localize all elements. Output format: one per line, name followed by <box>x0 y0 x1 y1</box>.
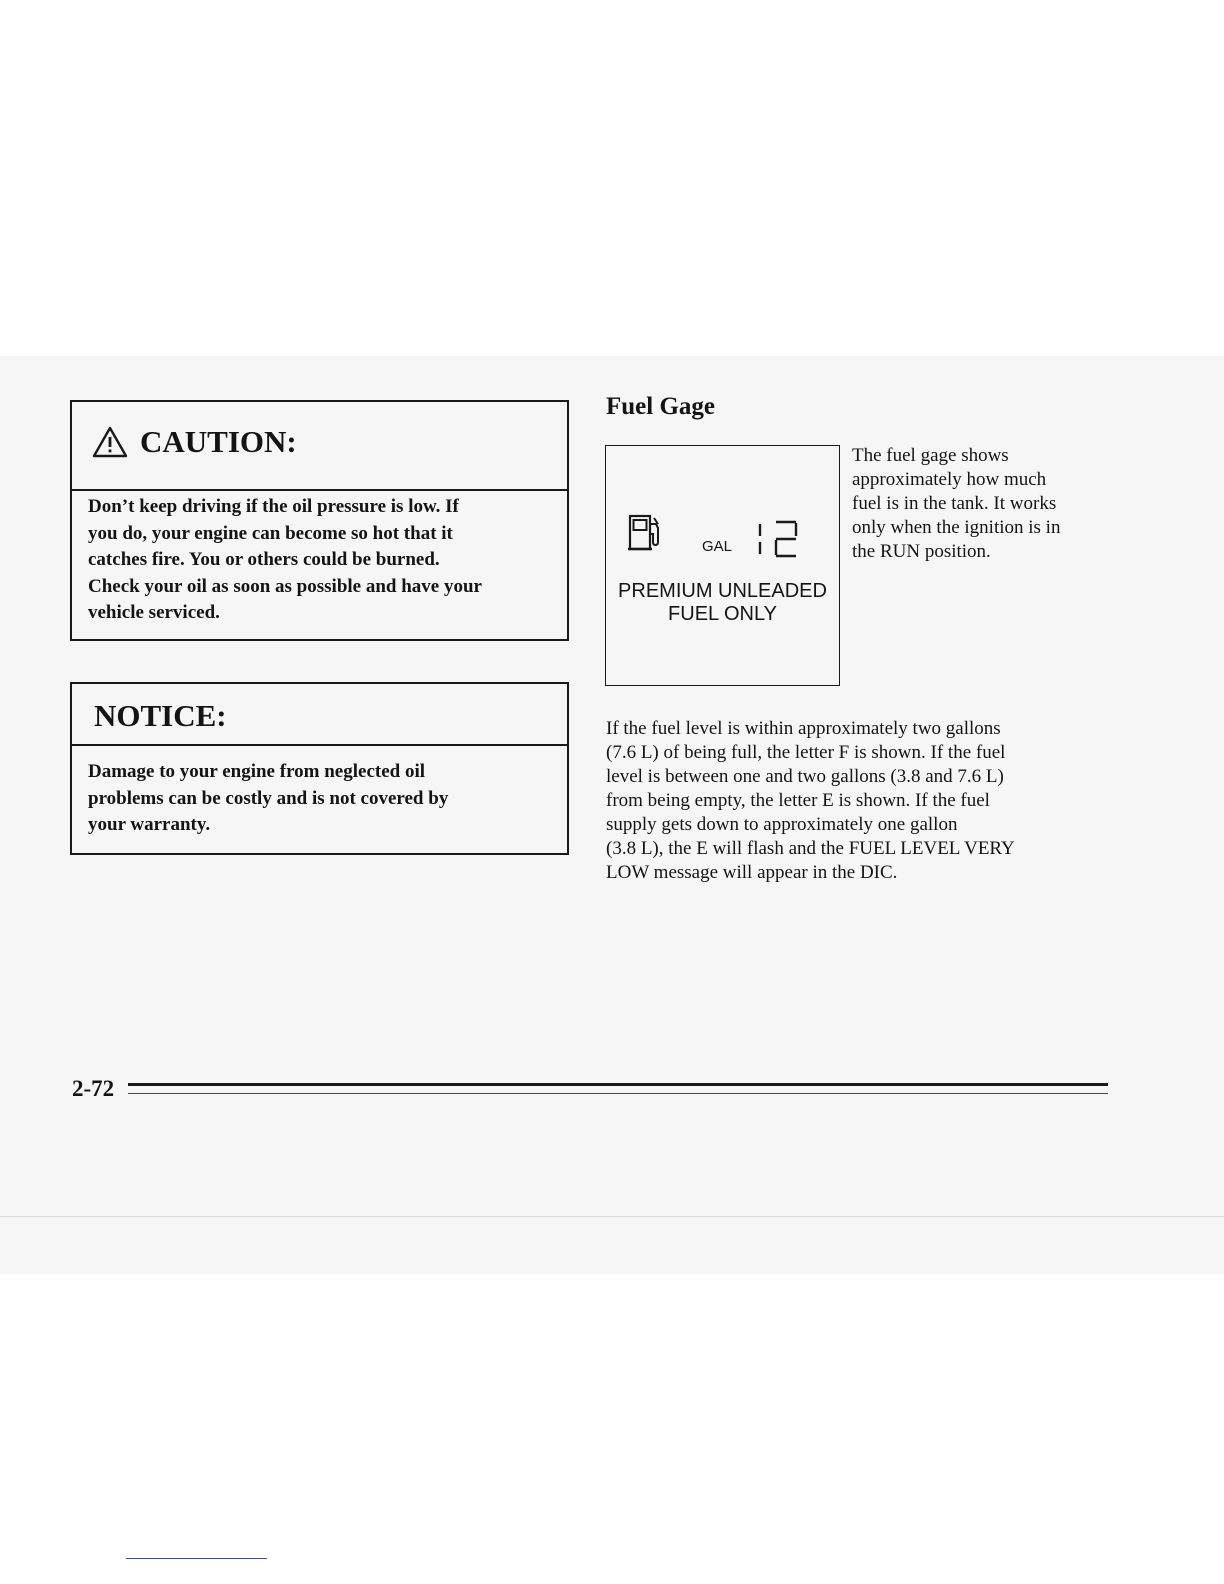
body-text-line: (3.8 L), the E will flash and the FUEL LEVEL VERY <box>606 838 1015 859</box>
gal-unit-label: GAL <box>702 538 733 555</box>
body-text-line: supply gets down to approximately one gallon <box>606 814 958 835</box>
sheet-edge-line <box>0 1216 1224 1217</box>
side-text-line: The fuel gage shows <box>852 445 1009 466</box>
fuel-type-line: FUEL ONLY <box>668 603 777 625</box>
fuel-gage-illustration <box>605 445 840 686</box>
page-number: 2-72 <box>72 1076 115 1101</box>
side-text-line: the RUN position. <box>852 541 991 562</box>
side-text-line: approximately how much <box>852 469 1047 490</box>
body-text-line: LOW message will appear in the DIC. <box>606 862 898 883</box>
fuel-pump-icon <box>628 512 662 552</box>
fuel-gage-body-text <box>606 717 1096 885</box>
section-title: Fuel Gage <box>606 393 716 420</box>
caution-box <box>70 400 569 641</box>
footer-rule <box>128 1083 1108 1086</box>
fuel-type-line: PREMIUM UNLEADED <box>618 580 827 602</box>
caution-title: CAUTION: <box>140 424 297 459</box>
body-text-line: (7.6 L) of being full, the letter F is shown. If the fuel <box>606 742 1006 763</box>
notice-header <box>72 684 567 746</box>
link-underline <box>126 1558 267 1559</box>
footer-rule-thin <box>128 1093 1108 1094</box>
warning-triangle-icon <box>92 426 128 458</box>
side-text-line: fuel is in the tank. It works <box>852 493 1057 514</box>
body-text-line: If the fuel level is within approximately two gallons <box>606 718 1001 739</box>
fuel-gage-side-text <box>852 444 1102 564</box>
fuel-reading-value: 12 <box>756 520 757 521</box>
fuel-reading-display <box>756 520 802 558</box>
caution-line: catches fire. You or others could be burned. <box>88 549 440 570</box>
caution-header <box>72 402 567 491</box>
caution-text <box>88 494 553 627</box>
caution-line: Don’t keep driving if the oil pressure is low. If <box>88 496 459 517</box>
notice-line: your warranty. <box>88 814 211 835</box>
fuel-type-label <box>606 580 839 626</box>
notice-line: problems can be costly and is not covered by <box>88 787 449 809</box>
caution-heading <box>92 424 297 460</box>
caution-line: Check your oil as soon as possible and have your <box>88 575 482 597</box>
notice-text <box>88 759 553 839</box>
notice-title: NOTICE: <box>94 698 227 733</box>
notice-line: Damage to your engine from neglected oil <box>88 761 426 782</box>
body-text-line: level is between one and two gallons (3.8 and 7.6 L) <box>606 766 1004 787</box>
notice-box <box>70 682 569 855</box>
caution-line: you do, your engine can become so hot that it <box>88 522 453 544</box>
body-text-line: from being empty, the letter E is shown. If the fuel <box>606 790 990 811</box>
side-text-line: only when the ignition is in <box>852 517 1061 538</box>
caution-line: vehicle serviced. <box>88 602 220 623</box>
